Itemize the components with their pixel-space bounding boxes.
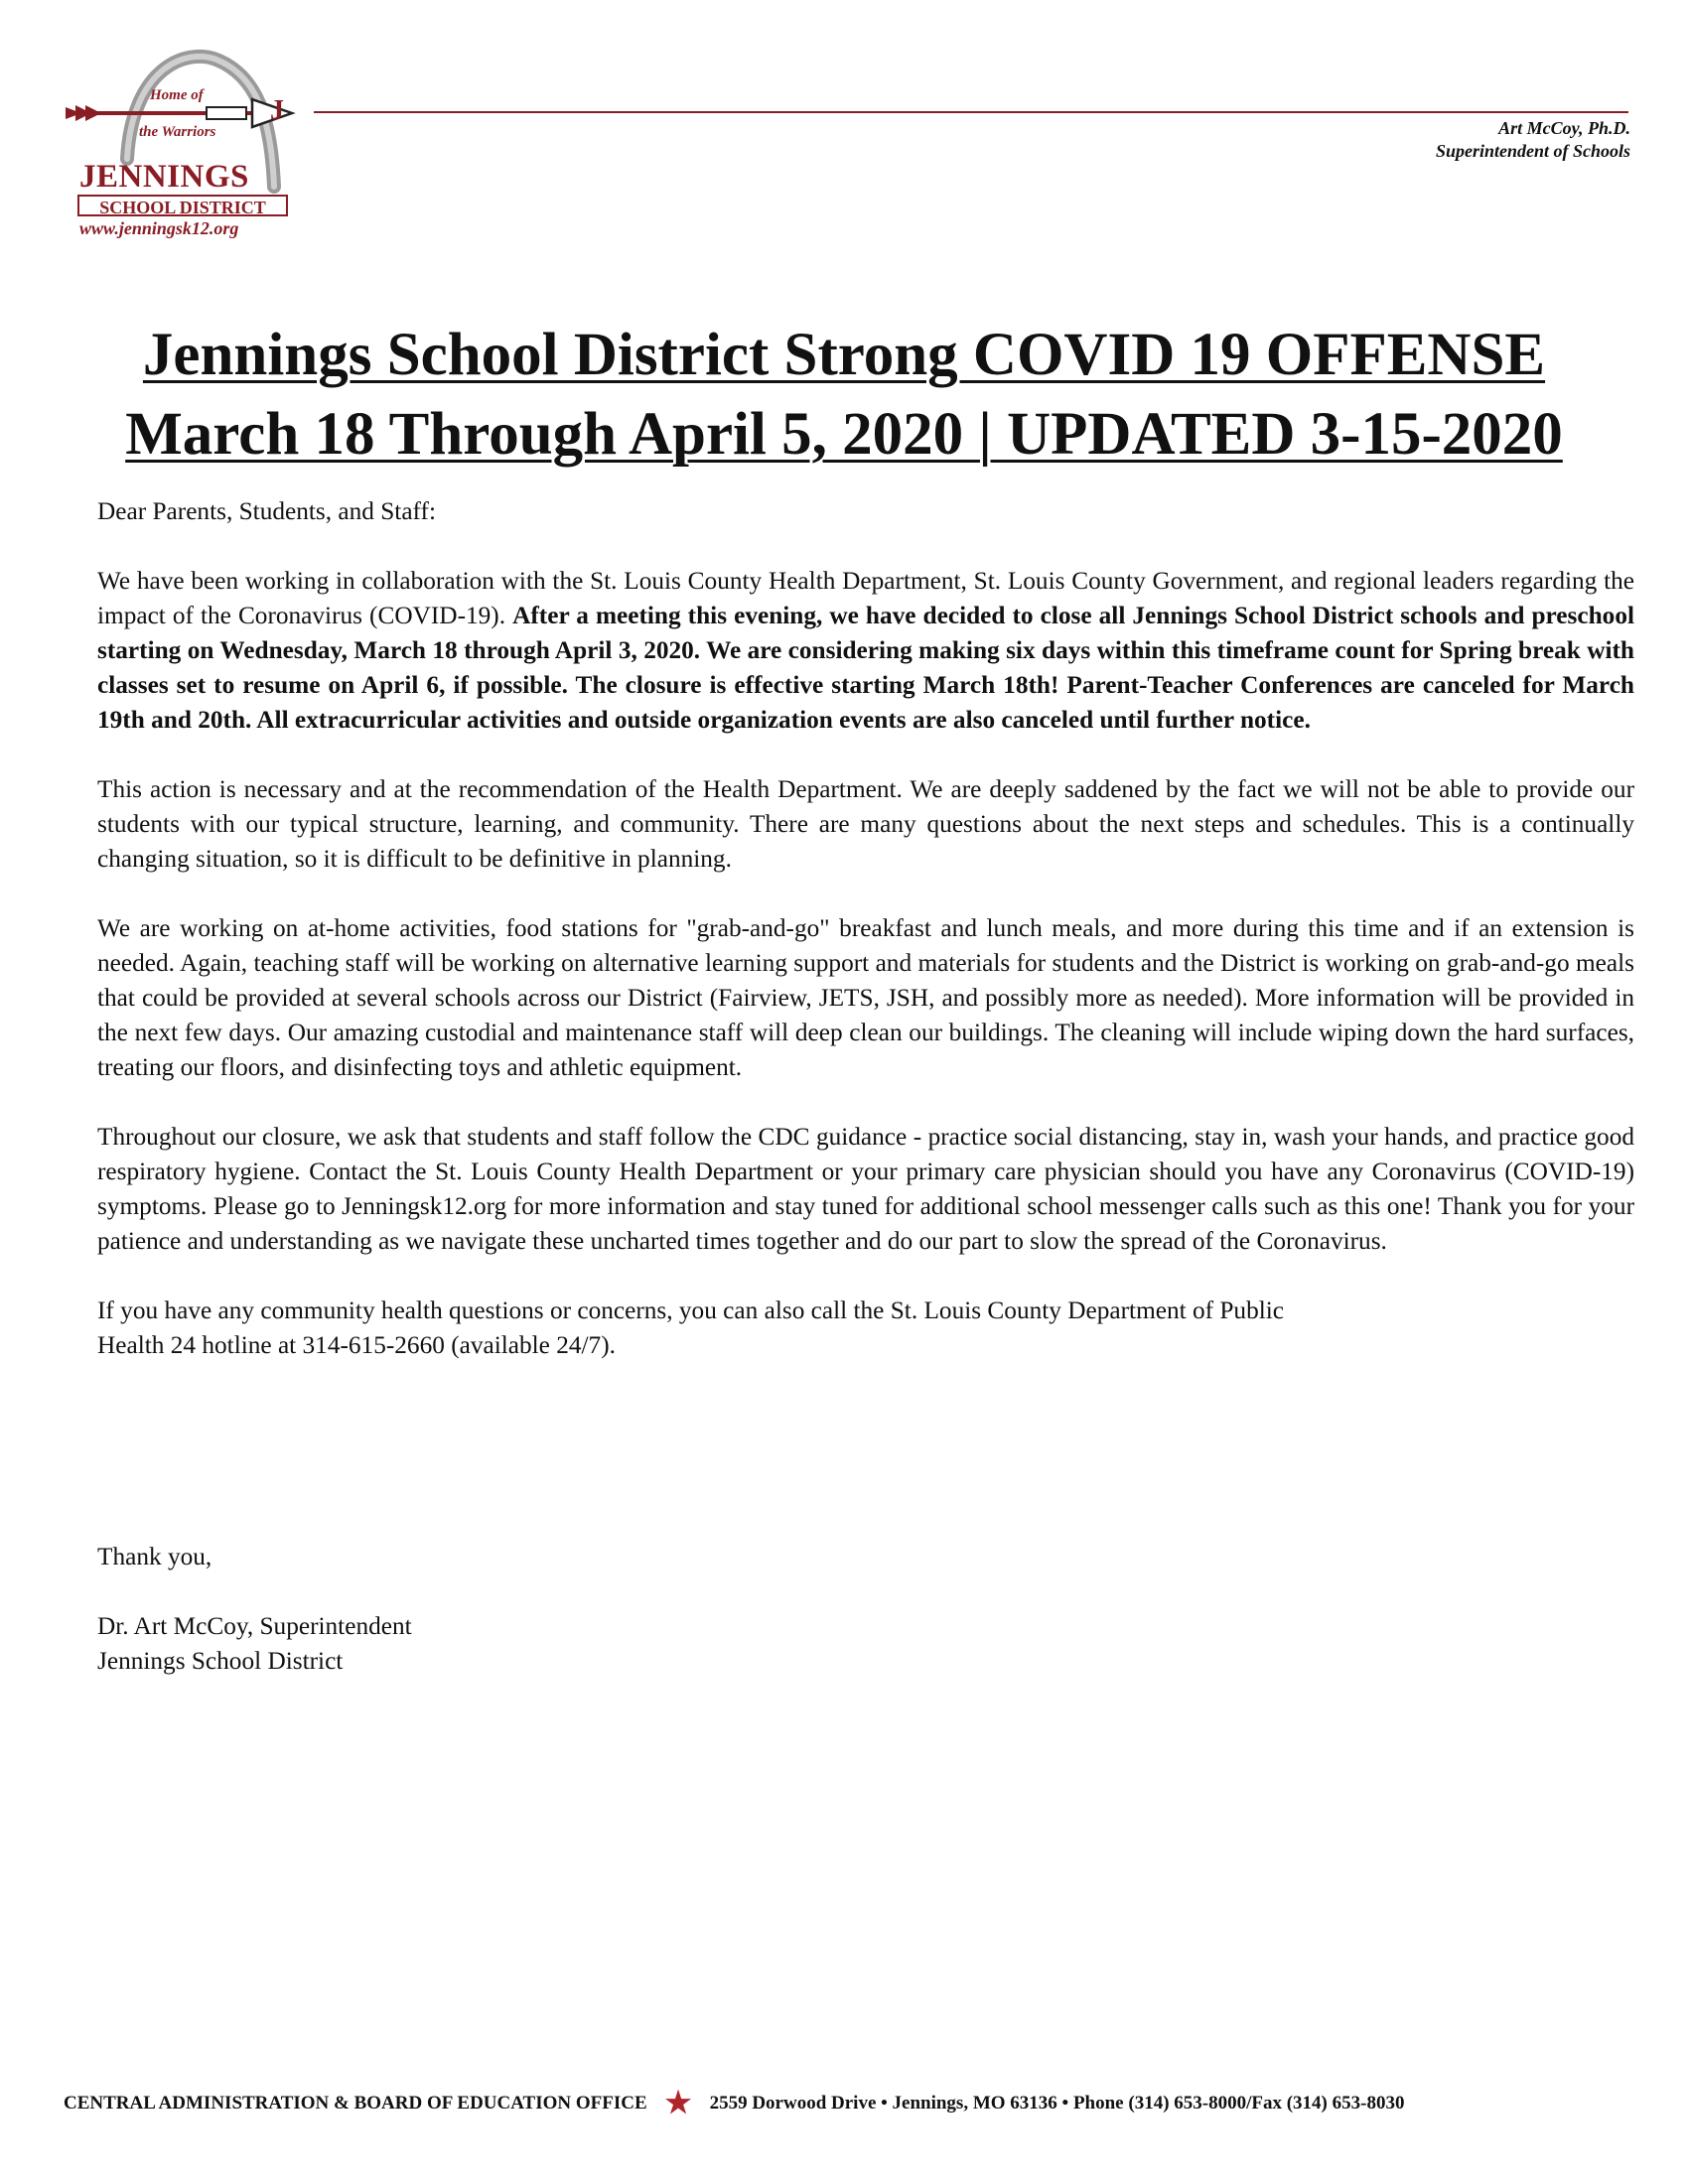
logo-the-warriors: the Warriors	[139, 124, 216, 140]
letter-body	[97, 494, 1634, 1398]
salutation: Dear Parents, Students, and Staff:	[97, 497, 436, 525]
logo-j-letter: J	[270, 95, 284, 126]
signer-org: Jennings School District	[97, 1647, 344, 1675]
logo-school-district: SCHOOL DISTRICT	[77, 195, 288, 216]
superintendent-name: Art McCoy, Ph.D.	[1498, 118, 1630, 138]
paragraph-1-text: We have been working in collaboration with the St. Louis County Health Department, St. Louis County Government, and regional leaders regarding the impact of the Coronavirus (COVID-19).	[97, 567, 1634, 629]
paragraph-5-line-2: Health 24 hotline at 314-615-2660 (available 24/7).	[97, 1331, 616, 1359]
header-divider	[314, 111, 1628, 113]
closing-thanks: Thank you,	[97, 1543, 212, 1570]
logo-jennings: JENNINGS	[79, 159, 249, 195]
footer-office: CENTRAL ADMINISTRATION & BOARD OF EDUCATION OFFICE	[64, 2093, 647, 2114]
paragraph-1	[97, 564, 1634, 738]
title-line-2: March 18 Through April 5, 2020 | UPDATED 3-15-2020	[125, 401, 1563, 468]
star-icon: ★	[664, 2087, 692, 2119]
superintendent-block	[1436, 117, 1630, 163]
footer-address: 2559 Dorwood Drive • Jennings, MO 63136 • Phone (314) 653-8000/Fax (314) 653-8030	[709, 2093, 1405, 2114]
paragraph-3: We are working on at-home activities, food stations for "grab-and-go" breakfast and lunch meals, and more during this time and if an extension is needed. Again, teaching staff will be working on alternative learning support and materials for students and the District is working on grab-and-go meals that could be provided at several schools across our District (Fairview, JETS, JSH, and possibly more as needed). More information will be provided in the next few days. Our amazing custodial and maintenance staff will deep clean our buildings. The cleaning will include wiping down the hard surfaces, treating our floors, and disinfecting toys and athletic equipment.	[97, 914, 1634, 1081]
paragraph-4: Throughout our closure, we ask that students and staff follow the CDC guidance - practice social distancing, stay in, wash your hands, and practice good respiratory hygiene. Contact the St. Louis County Health Department or your primary care physician should you have any Coronavirus (COVID-19) symptoms. Please go to Jenningsk12.org for more information and stay tuned for additional school messenger calls such as this one! Thank you for your patience and understanding as we navigate these uncharted times together and do our part to slow the spread of the Coronavirus.	[97, 1123, 1634, 1255]
title-line-1: Jennings School District Strong COVID 19 OFFENSE	[142, 322, 1546, 388]
page-title	[40, 316, 1648, 475]
paragraph-1-bold-text: After a meeting this evening, we have decided to close all Jennings School District schools and preschool starting on Wednesday, March 18 through April 3, 2020. We are considering making six days within this timeframe count for Spring break with classes set to resume on April 6, if possible. The closure is effective starting March 18th! Parent-Teacher Conferences are canceled for March 19th and 20th. All extracurricular activities and outside organization events are also canceled until further notice.	[97, 602, 1634, 734]
logo-url: www.jenningsk12.org	[79, 218, 239, 238]
signature-block	[97, 1609, 412, 1679]
district-logo	[58, 38, 316, 236]
page-footer	[64, 2087, 1662, 2119]
paragraph-5	[97, 1294, 1634, 1363]
paragraph-2: This action is necessary and at the recommendation of the Health Department. We are deeply saddened by the fact we will not be able to provide our students with our typical structure, learning, and community. There are many questions about the next steps and schedules. This is a continually changing situation, so it is difficult to be definitive in planning.	[97, 775, 1634, 873]
signer-name: Dr. Art McCoy, Superintendent	[97, 1612, 412, 1640]
logo-home-of: Home of	[150, 87, 204, 103]
paragraph-5-line-1: If you have any community health questions or concerns, you can also call the St. Louis County Department of Public	[97, 1297, 1285, 1324]
superintendent-title: Superintendent of Schools	[1435, 141, 1630, 161]
letter-closing	[97, 1540, 412, 1713]
